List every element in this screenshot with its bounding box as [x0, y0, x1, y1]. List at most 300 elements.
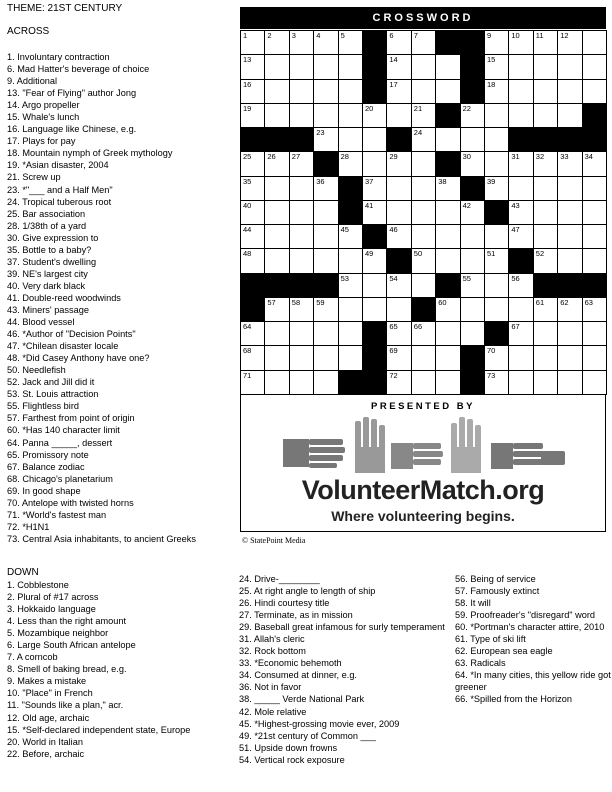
grid-cell[interactable] — [411, 321, 436, 346]
black-square — [411, 297, 436, 322]
grid-cell[interactable] — [557, 79, 582, 104]
clue-item: 6. Large South African antelope — [7, 640, 136, 651]
grid-cell[interactable] — [508, 273, 533, 298]
clue-number: 27 — [291, 152, 301, 162]
grid-cell[interactable] — [386, 54, 411, 79]
clue-number: 12 — [560, 31, 569, 40]
raised-hands-icon — [283, 417, 565, 473]
clue-item: 46. *Author of "Decision Points" — [7, 329, 136, 340]
grid-cell[interactable] — [435, 248, 460, 273]
grid-cell[interactable] — [240, 345, 265, 370]
grid-cell[interactable] — [508, 345, 533, 370]
grid-cell[interactable] — [362, 273, 387, 298]
grid-cell[interactable] — [289, 297, 314, 322]
black-square — [289, 273, 314, 298]
clue-item: 9. Additional — [7, 76, 58, 87]
black-square — [386, 127, 411, 152]
grid-cell[interactable] — [435, 176, 460, 201]
grid-cell[interactable] — [484, 248, 509, 273]
clue-item: 72. *H1N1 — [7, 521, 50, 532]
clue-item: 41. Double-reed woodwinds — [7, 292, 121, 303]
black-square — [362, 79, 387, 104]
grid-cell[interactable] — [508, 321, 533, 346]
grid-cell[interactable] — [289, 200, 314, 225]
clue-item: 7. A corncob — [7, 652, 58, 663]
grid-cell[interactable] — [582, 79, 607, 104]
grid-cell[interactable] — [557, 176, 582, 201]
grid-cell[interactable] — [386, 224, 411, 249]
grid-cell[interactable] — [264, 345, 289, 370]
grid-cell[interactable] — [362, 248, 387, 273]
grid-cell[interactable] — [435, 200, 460, 225]
clue-number: 68 — [243, 346, 252, 356]
clue-item: 53. St. Louis attraction — [7, 389, 99, 400]
clue-item: 69. In good shape — [7, 485, 81, 496]
grid-cell[interactable] — [484, 224, 509, 249]
grid-cell[interactable] — [411, 54, 436, 79]
grid-cell[interactable] — [313, 79, 338, 104]
grid-cell[interactable] — [264, 176, 289, 201]
clue-number: 41 — [365, 200, 374, 210]
grid-cell[interactable] — [313, 200, 338, 225]
grid-cell[interactable] — [411, 79, 436, 104]
clue-number: 5 — [340, 31, 345, 40]
clue-number: 2 — [267, 31, 272, 40]
grid-cell[interactable] — [557, 200, 582, 225]
clue-number: 63 — [584, 297, 593, 307]
down-clues-column-2 — [239, 573, 451, 766]
clue-item: 62. European sea eagle — [455, 646, 553, 657]
clue-item: 2. Plural of #17 across — [7, 592, 99, 603]
grid-cell[interactable] — [582, 200, 607, 225]
grid-cell[interactable] — [460, 248, 485, 273]
grid-cell[interactable] — [435, 79, 460, 104]
grid-cell[interactable] — [289, 321, 314, 346]
clue-number: 10 — [511, 31, 520, 40]
grid-cell[interactable] — [460, 224, 485, 249]
grid-cell[interactable] — [484, 345, 509, 370]
grid-cell[interactable] — [557, 103, 582, 128]
grid-cell[interactable] — [435, 54, 460, 79]
clue-number: 53 — [340, 273, 349, 283]
grid-cell[interactable] — [313, 321, 338, 346]
grid-cell[interactable] — [313, 54, 338, 79]
clue-number: 60 — [438, 297, 447, 307]
grid-cell[interactable] — [557, 345, 582, 370]
grid-cell[interactable] — [533, 224, 558, 249]
grid-cell[interactable] — [460, 273, 485, 298]
clue-item: 49. *21st century of Common ___ — [239, 730, 376, 741]
black-square — [533, 127, 558, 152]
grid-cell[interactable] — [582, 345, 607, 370]
grid-cell[interactable] — [338, 248, 363, 273]
clue-number: 65 — [389, 322, 398, 331]
grid-cell[interactable] — [411, 103, 436, 128]
grid-cell[interactable] — [362, 297, 387, 322]
grid-cell[interactable] — [264, 297, 289, 322]
grid-cell[interactable] — [264, 321, 289, 346]
grid-cell[interactable] — [484, 297, 509, 322]
grid-cell[interactable] — [484, 30, 509, 55]
grid-cell[interactable] — [508, 297, 533, 322]
grid-cell[interactable] — [313, 224, 338, 249]
clue-number: 7 — [413, 31, 418, 40]
grid-cell[interactable] — [362, 127, 387, 152]
grid-cell[interactable] — [582, 30, 607, 55]
grid-cell[interactable] — [557, 30, 582, 55]
clue-item: 32. Rock bottom — [239, 646, 306, 657]
black-square — [338, 200, 363, 225]
grid-cell[interactable] — [386, 79, 411, 104]
grid-cell[interactable] — [460, 297, 485, 322]
clue-number: 3 — [291, 31, 296, 40]
grid-cell[interactable] — [508, 176, 533, 201]
clue-item: 61. Type of ski lift — [455, 634, 526, 645]
across-heading: ACROSS — [7, 26, 50, 37]
grid-cell[interactable] — [386, 297, 411, 322]
grid-cell[interactable] — [313, 370, 338, 395]
grid-cell[interactable] — [411, 200, 436, 225]
grid-cell[interactable] — [313, 30, 338, 55]
grid-cell[interactable] — [386, 151, 411, 176]
grid-cell[interactable] — [289, 345, 314, 370]
grid-cell[interactable] — [533, 200, 558, 225]
grid-cell[interactable] — [411, 273, 436, 298]
grid-cell[interactable] — [240, 321, 265, 346]
grid-cell[interactable] — [289, 176, 314, 201]
clue-item: 28. 1/38th of a yard — [7, 220, 87, 231]
grid-cell[interactable] — [240, 79, 265, 104]
grid-cell[interactable] — [338, 151, 363, 176]
grid-cell[interactable] — [533, 297, 558, 322]
grid-cell[interactable] — [533, 30, 558, 55]
clue-item: 64. Panna _____, dessert — [7, 437, 113, 448]
grid-cell[interactable] — [484, 54, 509, 79]
grid-cell[interactable] — [435, 224, 460, 249]
down-heading: DOWN — [7, 567, 39, 578]
grid-cell[interactable] — [264, 30, 289, 55]
grid-cell[interactable] — [557, 224, 582, 249]
sponsor-panel — [240, 394, 606, 532]
grid-cell[interactable] — [338, 103, 363, 128]
grid-cell[interactable] — [386, 345, 411, 370]
clue-number: 50 — [413, 249, 423, 259]
grid-cell[interactable] — [313, 103, 338, 128]
black-square — [240, 127, 265, 152]
clue-item: 24. Tropical tuberous root — [7, 196, 112, 207]
black-square — [508, 127, 533, 152]
grid-cell[interactable] — [508, 224, 533, 249]
grid-cell[interactable] — [338, 297, 363, 322]
grid-cell[interactable] — [435, 297, 460, 322]
grid-cell[interactable] — [435, 321, 460, 346]
clue-item: 1. Involuntary contraction — [7, 52, 110, 62]
grid-cell[interactable] — [338, 224, 363, 249]
grid-cell[interactable] — [508, 79, 533, 104]
grid-cell[interactable] — [240, 30, 265, 55]
clue-item: 6. Mad Hatter's beverage of choice — [7, 64, 150, 75]
clue-number: 62 — [560, 297, 569, 307]
grid-cell[interactable] — [313, 248, 338, 273]
grid-cell[interactable] — [557, 370, 582, 395]
clue-number: 42 — [462, 200, 471, 210]
grid-cell[interactable] — [484, 151, 509, 176]
clue-number: 66 — [413, 322, 423, 331]
clue-number: 55 — [462, 273, 471, 283]
grid-cell[interactable] — [362, 176, 387, 201]
grid-cell[interactable] — [557, 151, 582, 176]
clue-number: 37 — [365, 176, 374, 186]
black-square — [362, 345, 387, 370]
grid-cell[interactable] — [386, 103, 411, 128]
black-square — [582, 103, 607, 128]
grid-cell[interactable] — [533, 176, 558, 201]
grid-cell[interactable] — [582, 176, 607, 201]
clue-item: 35. Bottle to a baby? — [7, 244, 92, 255]
grid-cell[interactable] — [557, 54, 582, 79]
grid-cell[interactable] — [338, 54, 363, 79]
grid-cell[interactable] — [435, 127, 460, 152]
clue-item: 25. At right angle to length of ship — [239, 586, 376, 597]
clue-item: 37. Student's dwelling — [7, 256, 97, 267]
grid-cell[interactable] — [508, 54, 533, 79]
grid-cell[interactable] — [362, 103, 387, 128]
black-square — [313, 273, 338, 298]
clue-number: 39 — [487, 176, 496, 186]
clue-item: 63. Radicals — [455, 658, 506, 669]
grid-cell[interactable] — [362, 151, 387, 176]
grid-cell[interactable] — [386, 200, 411, 225]
grid-cell[interactable] — [386, 321, 411, 346]
black-square — [362, 224, 387, 249]
grid-cell[interactable] — [484, 79, 509, 104]
clue-item: 29. Baseball great infamous for surly temperament — [239, 622, 445, 633]
clue-item: 55. Flightless bird — [7, 401, 80, 412]
grid-cell[interactable] — [411, 151, 436, 176]
grid-cell[interactable] — [338, 127, 363, 152]
clue-number: 73 — [487, 370, 496, 380]
grid-cell[interactable] — [240, 370, 265, 395]
clue-number: 17 — [389, 79, 398, 89]
grid-cell[interactable] — [362, 200, 387, 225]
clue-item: 60. *Portman's character attire, 2010 — [455, 622, 605, 633]
clue-item: 57. Famously extinct — [455, 586, 540, 597]
grid-cell[interactable] — [460, 127, 485, 152]
grid-cell[interactable] — [460, 321, 485, 346]
clue-number: 15 — [487, 55, 496, 65]
grid-cell[interactable] — [264, 224, 289, 249]
black-square — [460, 370, 485, 395]
down-clues-column-1 — [7, 579, 235, 760]
black-square — [362, 30, 387, 55]
grid-cell[interactable] — [264, 370, 289, 395]
grid-cell[interactable] — [386, 370, 411, 395]
clue-number: 57 — [267, 297, 276, 307]
grid-cell[interactable] — [289, 224, 314, 249]
grid-cell[interactable] — [484, 273, 509, 298]
grid-cell[interactable] — [508, 103, 533, 128]
clue-item: 65. Promissory note — [7, 449, 89, 460]
grid-cell[interactable] — [338, 79, 363, 104]
grid-cell[interactable] — [484, 103, 509, 128]
grid-cell[interactable] — [582, 370, 607, 395]
clue-item: 3. Hokkaido language — [7, 604, 96, 615]
black-square — [435, 30, 460, 55]
clue-item: 70. Antelope with twisted horns — [7, 497, 134, 508]
grid-cell[interactable] — [411, 248, 436, 273]
grid-cell[interactable] — [435, 370, 460, 395]
clue-item: 58. It will — [455, 598, 491, 609]
clue-number: 54 — [389, 273, 398, 283]
grid-cell[interactable] — [557, 321, 582, 346]
grid-cell[interactable] — [582, 297, 607, 322]
clue-item: 68. Chicago's planetarium — [7, 473, 113, 484]
grid-cell[interactable] — [508, 370, 533, 395]
clue-number: 47 — [511, 225, 520, 234]
clue-item: 8. Smell of baking bread, e.g. — [7, 664, 127, 675]
clue-item: 34. Consumed at dinner, e.g. — [239, 670, 357, 681]
clue-number: 46 — [389, 225, 398, 234]
grid-cell[interactable] — [289, 79, 314, 104]
grid-cell[interactable] — [582, 151, 607, 176]
grid-cell[interactable] — [484, 127, 509, 152]
grid-cell[interactable] — [313, 297, 338, 322]
clue-item: 27. Terminate, as in mission — [239, 610, 353, 621]
clue-number: 32 — [535, 152, 545, 162]
grid-cell[interactable] — [533, 103, 558, 128]
grid-cell[interactable] — [264, 79, 289, 104]
clue-number: 45 — [340, 225, 349, 234]
grid-cell[interactable] — [264, 103, 289, 128]
grid-cell[interactable] — [460, 103, 485, 128]
grid-cell[interactable] — [582, 248, 607, 273]
black-square — [460, 79, 485, 104]
black-square — [582, 127, 607, 152]
clue-item: 17. Plays for pay — [7, 136, 76, 147]
clue-number: 13 — [243, 55, 252, 65]
clue-number: 25 — [243, 152, 252, 162]
grid-cell[interactable] — [289, 370, 314, 395]
clue-number: 6 — [389, 31, 394, 40]
clue-number: 29 — [389, 152, 398, 162]
grid-cell[interactable] — [289, 30, 314, 55]
grid-cell[interactable] — [508, 151, 533, 176]
clue-number: 16 — [243, 79, 252, 89]
grid-cell[interactable] — [386, 176, 411, 201]
clue-number: 9 — [487, 31, 492, 40]
grid-cell[interactable] — [460, 151, 485, 176]
grid-cell[interactable] — [533, 345, 558, 370]
grid-cell[interactable] — [386, 30, 411, 55]
grid-cell[interactable] — [289, 151, 314, 176]
volunteermatch-logo: VolunteerMatch.org — [301, 475, 545, 505]
black-square — [460, 54, 485, 79]
clue-item: 25. Bar association — [7, 208, 86, 219]
clue-number: 21 — [413, 103, 423, 113]
grid-cell[interactable] — [240, 54, 265, 79]
black-square — [362, 370, 387, 395]
grid-cell[interactable] — [386, 273, 411, 298]
grid-cell[interactable] — [533, 321, 558, 346]
black-square — [264, 273, 289, 298]
grid-cell[interactable] — [533, 370, 558, 395]
clue-number: 48 — [243, 249, 252, 259]
grid-cell[interactable] — [533, 248, 558, 273]
grid-cell[interactable] — [484, 370, 509, 395]
clue-number: 44 — [243, 225, 252, 234]
grid-cell[interactable] — [411, 176, 436, 201]
grid-cell[interactable] — [533, 151, 558, 176]
across-clues — [7, 51, 235, 545]
grid-cell[interactable] — [313, 345, 338, 370]
grid-cell[interactable] — [435, 345, 460, 370]
grid-cell[interactable] — [484, 176, 509, 201]
grid-cell[interactable] — [240, 103, 265, 128]
grid-cell[interactable] — [264, 151, 289, 176]
grid-cell[interactable] — [338, 345, 363, 370]
grid-cell[interactable] — [411, 30, 436, 55]
grid-cell[interactable] — [289, 248, 314, 273]
grid-cell[interactable] — [264, 200, 289, 225]
grid-cell[interactable] — [289, 54, 314, 79]
clue-item: 36. Not in favor — [239, 682, 302, 693]
clue-item: 13. "Fear of Flying" author Jong — [7, 88, 137, 99]
grid-cell[interactable] — [240, 176, 265, 201]
grid-cell[interactable] — [582, 321, 607, 346]
grid-cell[interactable] — [582, 224, 607, 249]
grid-cell[interactable] — [411, 224, 436, 249]
grid-cell[interactable] — [411, 127, 436, 152]
grid-cell[interactable] — [411, 345, 436, 370]
grid-cell[interactable] — [508, 30, 533, 55]
grid-cell[interactable] — [533, 79, 558, 104]
clue-number: 14 — [389, 55, 398, 65]
grid-cell[interactable] — [533, 54, 558, 79]
grid-cell[interactable] — [240, 224, 265, 249]
clue-number: 71 — [243, 370, 252, 380]
grid-cell[interactable] — [557, 248, 582, 273]
grid-cell[interactable] — [240, 151, 265, 176]
grid-cell[interactable] — [313, 176, 338, 201]
grid-cell[interactable] — [411, 370, 436, 395]
grid-cell[interactable] — [508, 200, 533, 225]
clue-number: 40 — [243, 200, 252, 210]
clue-number: 56 — [511, 273, 520, 283]
clue-item: 73. Central Asia inhabitants, to ancient Greeks — [7, 533, 196, 544]
grid-cell[interactable] — [240, 248, 265, 273]
grid-cell[interactable] — [240, 200, 265, 225]
grid-cell[interactable] — [557, 297, 582, 322]
grid-cell[interactable] — [460, 200, 485, 225]
clue-item: 9. Makes a mistake — [7, 676, 87, 687]
grid-cell[interactable] — [264, 248, 289, 273]
clue-item: 4. Less than the right amount — [7, 616, 127, 627]
grid-cell[interactable] — [338, 30, 363, 55]
black-square — [435, 151, 460, 176]
clue-item: 15. *Self-declared independent state, Europe — [7, 724, 191, 735]
black-square — [484, 200, 509, 225]
grid-cell[interactable] — [338, 321, 363, 346]
black-square — [338, 370, 363, 395]
grid-cell[interactable] — [289, 103, 314, 128]
grid-cell[interactable] — [313, 127, 338, 152]
grid-cell[interactable] — [338, 273, 363, 298]
black-square — [460, 176, 485, 201]
grid-cell[interactable] — [264, 54, 289, 79]
black-square — [264, 127, 289, 152]
grid-cell[interactable] — [582, 54, 607, 79]
clue-item: 42. Mole relative — [239, 706, 307, 717]
